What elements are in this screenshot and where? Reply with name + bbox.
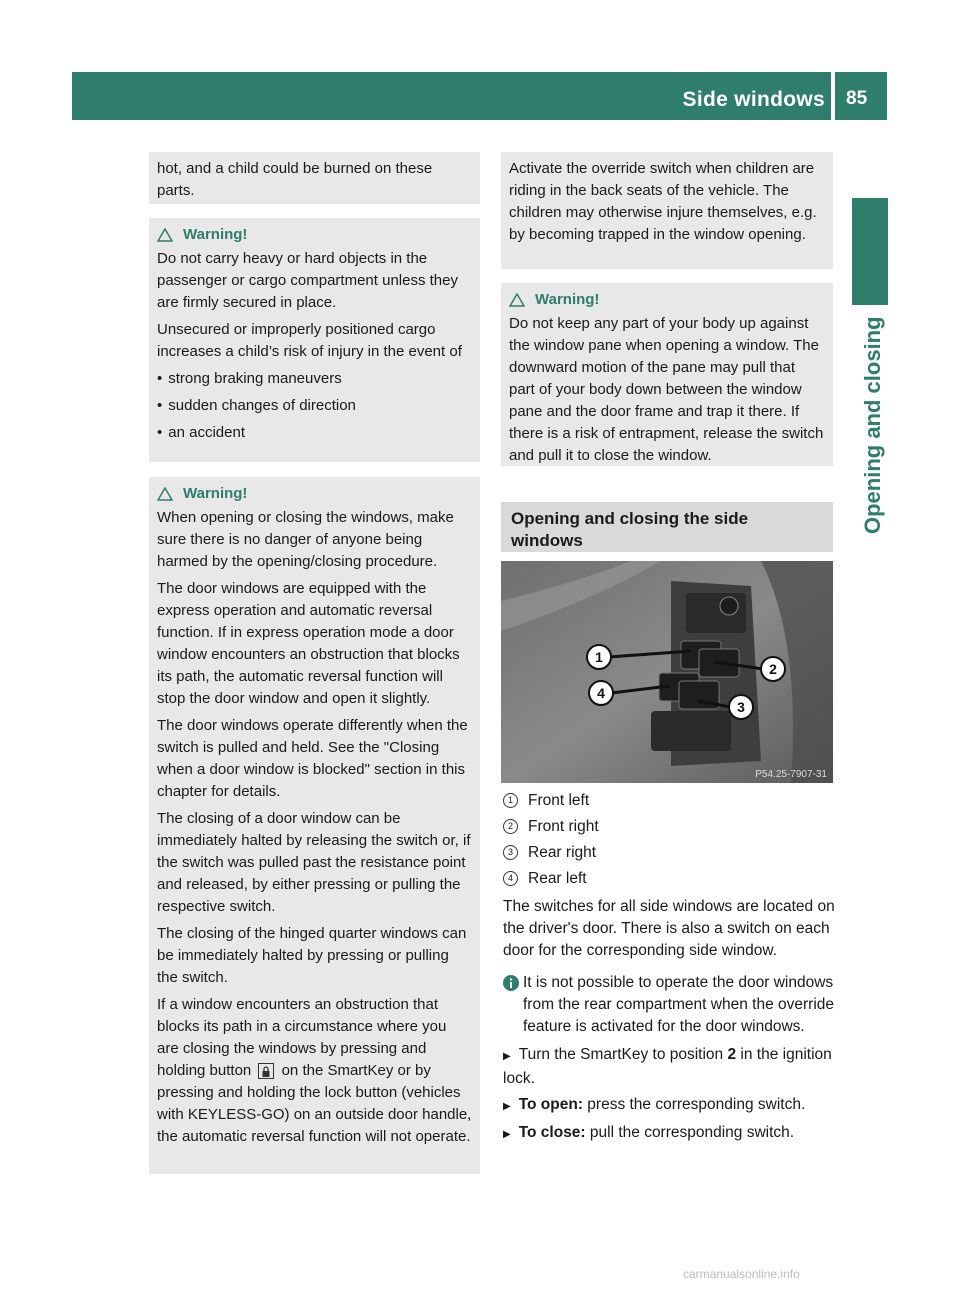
bullet-item: • an accident (157, 422, 472, 444)
callout-3 (729, 695, 753, 719)
warning-title: Warning! (183, 485, 248, 502)
chapter-tab (852, 198, 888, 305)
instruction-step: ▶ To open: press the corresponding switch. (503, 1094, 835, 1118)
child-burn-note (149, 152, 480, 204)
override-note (501, 152, 833, 269)
warning-para: The door windows are equipped with the express operation and automatic reversal function. If in express operation mode a door window encounters an obstruction that blocks its path, the automatic reversal function will stop the door window and open it slightly. (157, 580, 460, 707)
legend-item: 4 Rear left (503, 868, 835, 890)
watermark: carmanualsonline.info (683, 1267, 800, 1281)
warning-heading (509, 289, 825, 311)
callout-4 (589, 681, 613, 705)
warning-windows (149, 477, 480, 1174)
page-title: Side windows (682, 88, 825, 111)
svg-text:1: 1 (595, 649, 603, 665)
window-switch-photo (501, 561, 833, 783)
warning-para: The door windows operate differently when the switch is pulled and held. See the "Closing when a door window is blocked" section in this chapter for details. (157, 717, 468, 800)
warning-para: The closing of the hinged quarter windows can be immediately halted by pressing or pulling the switch. (157, 925, 467, 986)
callout-2 (761, 657, 785, 681)
callout-1 (587, 645, 611, 669)
header-divider (831, 72, 835, 120)
warning-para: Unsecured or improperly positioned cargo increases a child’s risk of injury in the event of (157, 321, 462, 360)
warning-cargo (149, 218, 480, 462)
photo-code: P54.25-7907-31 (755, 769, 827, 780)
info-note (503, 972, 835, 1038)
warning-para: Do not keep any part of your body up against the window pane when opening a window. The downward motion of the pane may pull that part of your body down between the window pane and the door frame and trap it there. If there is a risk of entrapment, release the switch and pull it to close the window. (509, 315, 824, 464)
legend-and-instructions (503, 790, 835, 1150)
svg-text:2: 2 (769, 661, 777, 677)
info-icon (503, 975, 519, 991)
lock-button-icon (258, 1063, 274, 1079)
warning-para-part: on the SmartKey or by pressing and holding the lock button (vehicles with KEYLESS-GO) on an outside door handle, the automatic reversal function will not operate. (157, 1062, 472, 1145)
body-paragraph: The switches for all side windows are located on the driver's door. There is also a switch on each door for the corresponding side window. (503, 898, 835, 959)
svg-text:4: 4 (597, 685, 605, 701)
warning-para: Do not carry heavy or hard objects in the passenger or cargo compartment unless they are firmly secured in place. (157, 250, 458, 311)
warning-entrapment (501, 283, 833, 466)
warning-triangle-icon (509, 293, 525, 307)
warning-heading (157, 483, 472, 505)
warning-para: The closing of a door window can be immediately halted by releasing the switch or, if the switch was pulled past the resistance point and released, by either pressing or pulling the respective switch. (157, 810, 471, 915)
legend-item: 2 Front right (503, 816, 835, 838)
instruction-step: ▶ To close: pull the corresponding switch. (503, 1122, 835, 1146)
chapter-label: Opening and closing (860, 316, 885, 534)
warning-title: Warning! (535, 291, 600, 308)
warning-para-part: If a window encounters an obstruction that blocks its path in a circumstance where you are closing the windows by pressing and holding button (157, 996, 447, 1079)
bullet-item: • strong braking maneuvers (157, 368, 472, 390)
legend-item: 3 Rear right (503, 842, 835, 864)
page-number: 85 (846, 88, 868, 109)
instruction-step: ▶ Turn the SmartKey to position 2 in the ignition lock. (503, 1044, 835, 1090)
warning-para: When opening or closing the windows, make sure there is no danger of anyone being harmed by the opening/closing procedure. (157, 509, 454, 570)
info-text: It is not possible to operate the door windows from the rear compartment when the override feature is activated for the door windows. (523, 974, 834, 1035)
warning-title: Warning! (183, 226, 248, 243)
section-heading: Opening and closing the side windows (501, 502, 833, 552)
legend-item: 1 Front left (503, 790, 835, 812)
warning-triangle-icon (157, 228, 173, 242)
override-text: Activate the override switch when children are riding in the back seats of the vehicle. The children may otherwise injure themselves, e.g. by becoming trapped in the window opening. (509, 160, 817, 243)
warning-heading (157, 224, 472, 246)
svg-text:3: 3 (737, 699, 745, 715)
warning-triangle-icon (157, 487, 173, 501)
child-burn-text: hot, and a child could be burned on these parts. (157, 160, 433, 199)
warning-para (157, 994, 472, 1148)
bullet-item: • sudden changes of direction (157, 395, 472, 417)
